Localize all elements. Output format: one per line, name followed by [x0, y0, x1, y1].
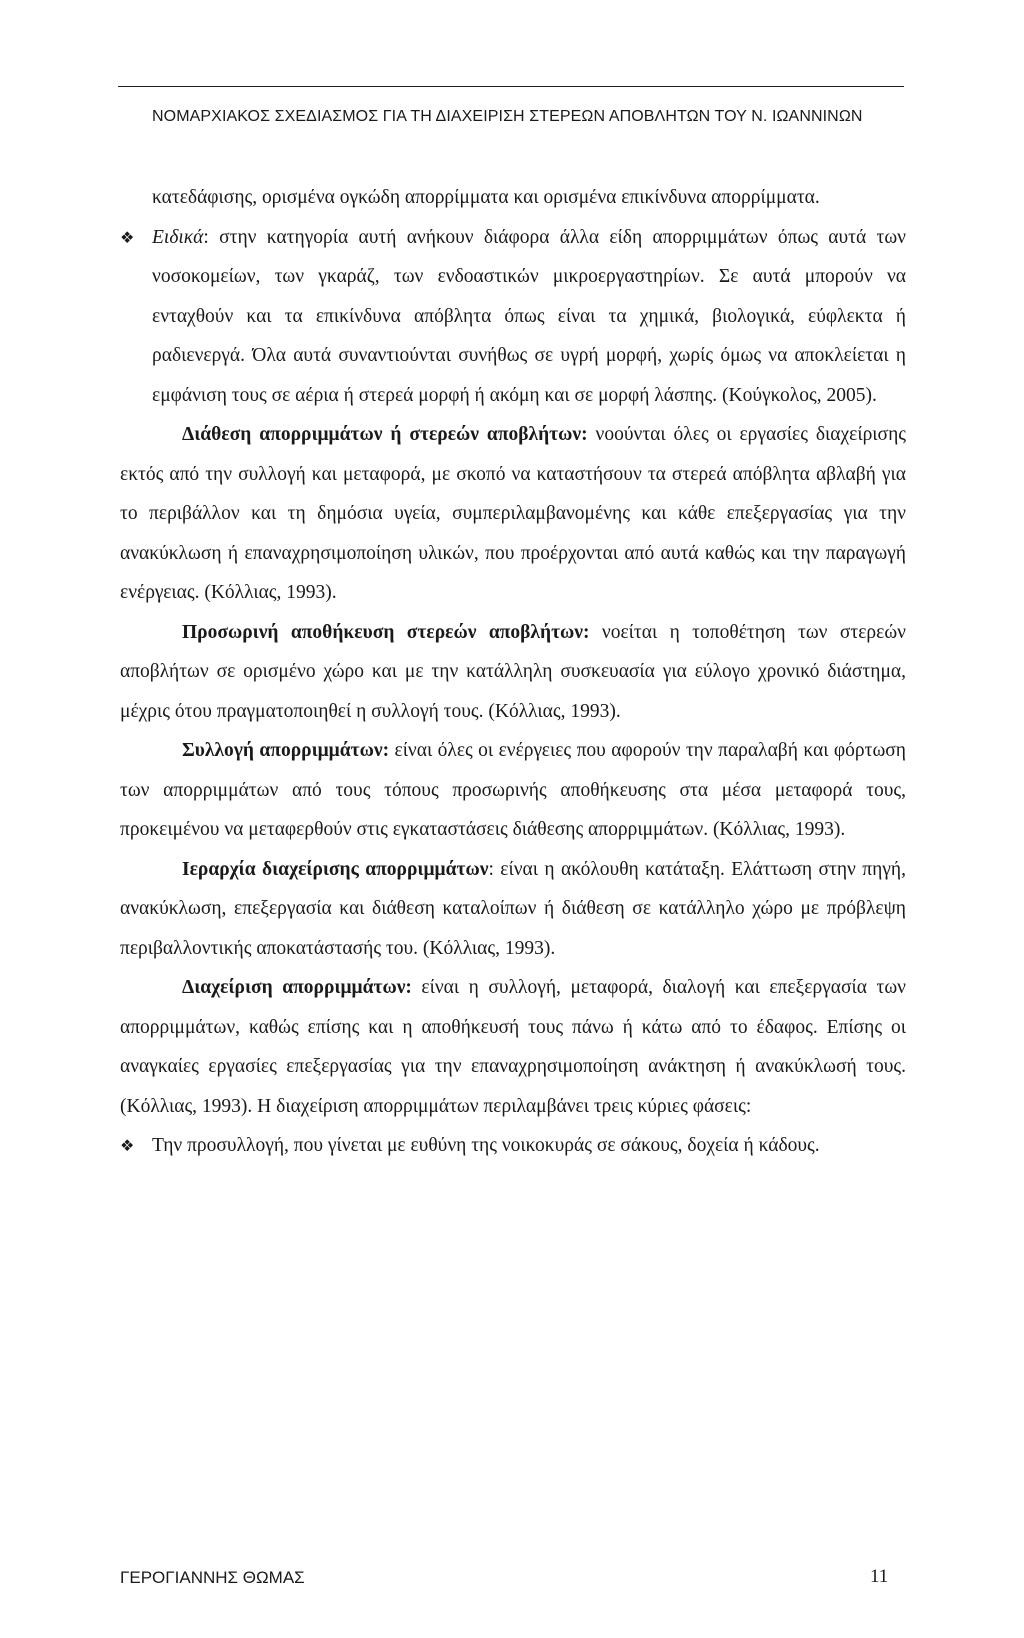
definition-term: Ιεραρχία διαχείρισης απορριμμάτων: [182, 858, 489, 880]
definition-term: Συλλογή απορριμμάτων:: [182, 740, 390, 761]
definition-term: Διάθεση απορριμμάτων ή στερεών αποβλήτων:: [182, 424, 588, 445]
page-number: 11: [870, 1566, 889, 1587]
diamond-bullet-icon: ❖: [120, 227, 135, 247]
page-body: [120, 178, 906, 1166]
bullet-special-waste: [120, 218, 906, 416]
definition-disposal: [120, 415, 906, 613]
definition-text: είναι όλες οι ενέργειες που αφορούν την παραλαβή και φόρτωση των απορριμμάτων από τους τόπους προσωρινής αποθήκευσης στα μέσα μεταφορά τους, προκειμένου να μεταφερθούν στις εγκαταστάσεις διάθεσης απορριμμάτων. (Κόλλιας, 1993).: [120, 740, 906, 840]
definition-text: είναι η συλλογή, μεταφορά, διαλογή και επεξεργασία των απορριμμάτων, καθώς επίσης και η αποθήκευσή τους πάνω ή κάτω από το έδαφος. Επίσης οι αναγκαίες εργασίες επεξεργασίας για την επαναχρησιμοποίηση ανάκτηση ή ανακύκλωσή τους. (Κόλλιας, 1993). Η διαχείριση απορριμμάτων περιλαμβάνει τρεις κύριες φάσεις:: [120, 977, 906, 1117]
bullet-text: : στην κατηγορία αυτή ανήκουν διάφορα άλλα είδη απορριμμάτων όπως αυτά των νοσοκομείων, των γκαράζ, των ενδοαστικών μικροεργαστηρίων. Σε αυτά μπορούν να ενταχθούν και τα επικίνδυνα απόβλητα όπως είναι τα χημικά, βιολογικά, εύφλεκτα ή ραδιενεργά. Όλα αυτά συναντιούνται συνήθως σε υγρή μορφή, χωρίς όμως να αποκλείεται η εμφάνιση τους σε αέρια ή στερεά μορφή ή ακόμη και σε μορφή λάσπης. (Κούγκολος, 2005).: [152, 226, 906, 406]
definition-collection: [120, 731, 906, 850]
definition-text: νοείται η τοποθέτηση των στερεών αποβλήτων σε ορισμένο χώρο και με την κατάλληλη συσκευασία για εύλογο χρονικό διάστημα, μέχρις ότου πραγματοποιηθεί η συλλογή τους. (Κόλλιας, 1993).: [120, 621, 906, 722]
definition-hierarchy: [120, 850, 906, 969]
running-header: ΝΟΜΑΡΧΙΑΚΟΣ ΣΧΕΔΙΑΣΜΟΣ ΓΙΑ ΤΗ ΔΙΑΧΕΙΡΙΣΗ ΣΤΕΡΕΩΝ ΑΠΟΒΛΗΤΩΝ ΤΟΥ Ν. ΙΩΑΝΝΙΝΩΝ: [152, 108, 863, 125]
definition-text: νοούνται όλες οι εργασίες διαχείρισης εκτός από την συλλογή και μεταφορά, με σκοπό να καταστήσουν τα στερεά απόβλητα αβλαβή για το περιβάλλον και τη δημόσια υγεία, συμπεριλαμβανομένης και κάθε επεξεργασίας για την ανακύκλωση ή επαναχρησιμοποίηση υλικών, που προέρχονται από αυτά καθώς και την παραγωγή ενέργειας. (Κόλλιας, 1993).: [120, 424, 906, 603]
footer-author: ΓΕΡΟΓΙΑΝΝΗΣ ΘΩΜΑΣ: [120, 1568, 305, 1587]
bullet-term: Ειδικά: [152, 226, 204, 248]
definition-term: Προσωρινή αποθήκευση στερεών αποβλήτων:: [182, 621, 590, 643]
header-rule: [118, 86, 904, 87]
definition-text: : είναι η ακόλουθη κατάταξη. Ελάττωση στην πηγή, ανακύκλωση, επεξεργασία και διάθεση καταλοίπων ή διάθεση σε κατάλληλο χώρο με πρόβλεψη περιβαλλοντικής αποκατάστασής του. (Κόλλιας, 1993).: [120, 858, 906, 959]
definition-management: [120, 968, 906, 1126]
definition-temporary-storage: [120, 613, 906, 732]
diamond-bullet-icon: ❖: [120, 1136, 135, 1155]
intro-continuation: κατεδάφισης, ορισμένα ογκώδη απορρίμματα και ορισμένα επικίνδυνα απορρίμματα.: [152, 187, 820, 208]
bullet-precollection: [120, 1126, 906, 1166]
bullet-text: Την προσυλλογή, που γίνεται με ευθύνη της νοικοκυράς σε σάκους, δοχεία ή κάδους.: [152, 1135, 820, 1156]
definition-term: Διαχείριση απορριμμάτων:: [182, 977, 412, 998]
